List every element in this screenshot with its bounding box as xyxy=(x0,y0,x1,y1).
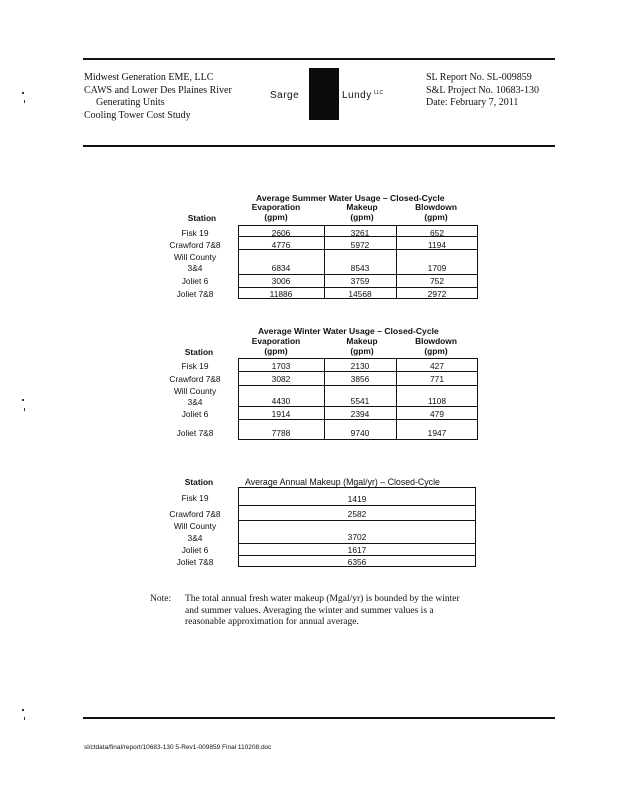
grid-line xyxy=(238,505,476,506)
table-cell: 1914 xyxy=(271,409,291,419)
table-cell: 2606 xyxy=(271,228,291,238)
table-cell: 1419 xyxy=(347,494,367,504)
table-cell: 1709 xyxy=(427,263,447,273)
table-cell: 1703 xyxy=(271,361,291,371)
table-cell: 771 xyxy=(430,374,444,384)
project-name: CAWS and Lower Des Plaines River xyxy=(84,84,232,96)
note-line: The total annual fresh water makeup (Mgal/yr) is bounded by the winter xyxy=(185,594,460,604)
grid-line xyxy=(238,274,478,275)
table-title: Average Summer Water Usage – Closed-Cycle xyxy=(256,193,445,203)
station-label: Joliet 6 xyxy=(181,409,209,419)
station-label: Fisk 19 xyxy=(181,228,209,238)
station-header: Station xyxy=(187,213,217,223)
table-cell: 3856 xyxy=(350,374,370,384)
header-bottom-rule xyxy=(83,145,555,147)
margin-mark xyxy=(22,399,24,401)
table-cell: 652 xyxy=(430,228,444,238)
header-right xyxy=(426,72,539,110)
footer-file-path: sl/ctdata/final/report/10683-130 5-Rev1-009859 Final 110208.doc xyxy=(84,744,272,751)
logo-text-right: Lundy xyxy=(342,90,372,101)
grid-line xyxy=(238,406,478,407)
table-cell: 2130 xyxy=(350,361,370,371)
margin-mark xyxy=(24,408,25,411)
table-cell: 3759 xyxy=(350,276,370,286)
station-label: Fisk 19 xyxy=(181,361,209,371)
table-cell: 3006 xyxy=(271,276,291,286)
table-cell: 11886 xyxy=(269,289,293,299)
station-label: 3&4 xyxy=(187,263,203,273)
table-cell: 9740 xyxy=(350,428,370,438)
station-label: Crawford 7&8 xyxy=(169,240,221,250)
table-cell: 5972 xyxy=(350,240,370,250)
header-left xyxy=(84,72,232,122)
margin-mark xyxy=(24,100,25,103)
station-label: Joliet 7&8 xyxy=(176,289,214,299)
project-number: S&L Project No. 10683-130 xyxy=(426,84,539,96)
grid-line xyxy=(238,555,476,556)
column-header: Blowdown (gpm) xyxy=(415,336,457,356)
note-label: Note: xyxy=(150,594,172,604)
company-name: Midwest Generation EME, LLC xyxy=(84,72,214,83)
station-label: 3&4 xyxy=(187,397,203,407)
station-label: Joliet 6 xyxy=(181,276,209,286)
table-cell: 3261 xyxy=(350,228,370,238)
column-header: Evaporation (gpm) xyxy=(251,202,301,222)
column-header: Blowdown (gpm) xyxy=(415,202,457,222)
table-cell: 1108 xyxy=(427,396,446,406)
table-cell: 3702 xyxy=(347,532,367,542)
grid-line xyxy=(238,287,478,288)
table-cell: 752 xyxy=(430,276,444,286)
table-cell: 4776 xyxy=(271,240,291,250)
table-cell: 7788 xyxy=(271,428,291,438)
table-cell: 1947 xyxy=(427,428,447,438)
column-header: Makeup (gpm) xyxy=(346,202,378,222)
note-text xyxy=(185,594,505,629)
station-label: Joliet 7&8 xyxy=(176,557,214,567)
station-header: Station xyxy=(184,477,214,487)
logo-block xyxy=(309,68,339,120)
table-cell: 4430 xyxy=(271,396,291,406)
table-cell: 2582 xyxy=(347,509,367,519)
table-title: Average Winter Water Usage – Closed-Cycle xyxy=(258,326,439,336)
company-logo xyxy=(270,68,394,120)
table-cell: 2972 xyxy=(427,289,447,299)
station-label: Crawford 7&8 xyxy=(169,509,221,519)
table-cell: 1617 xyxy=(347,545,367,555)
footer-rule xyxy=(83,717,555,719)
table-cell: 479 xyxy=(430,409,444,419)
study-title: Cooling Tower Cost Study xyxy=(84,109,191,121)
grid-line xyxy=(238,371,478,372)
logo-mark: LLC xyxy=(374,90,384,96)
project-name-cont: Generating Units xyxy=(96,97,165,108)
grid-line xyxy=(238,520,476,521)
margin-mark xyxy=(22,709,24,711)
table-cell: 14568 xyxy=(348,289,372,299)
table-cell: 6834 xyxy=(271,263,291,273)
table-title: Average Annual Makeup (Mgal/yr) – Closed-Cycle xyxy=(245,477,440,487)
note-line: reasonable approximation for annual average. xyxy=(185,617,359,627)
grid-line xyxy=(238,385,478,386)
note-line: and summer values. Averaging the winter and summer values is a xyxy=(185,605,434,616)
table-cell: 427 xyxy=(430,361,444,371)
station-label: Joliet 7&8 xyxy=(176,428,214,438)
table-cell: 2394 xyxy=(350,409,370,419)
station-label: Fisk 19 xyxy=(181,493,209,503)
report-number: SL Report No. SL-009859 xyxy=(426,72,532,83)
margin-mark xyxy=(24,717,25,720)
table-cell: 5541 xyxy=(350,396,370,406)
header-top-rule xyxy=(83,58,555,60)
table-cell: 3082 xyxy=(271,374,291,384)
grid-line xyxy=(238,419,478,420)
grid-line xyxy=(238,543,476,544)
margin-mark xyxy=(22,92,24,94)
table-cell: 8543 xyxy=(350,263,370,273)
report-date: Date: February 7, 2011 xyxy=(426,97,519,108)
station-label: 3&4 xyxy=(187,533,203,543)
station-header: Station xyxy=(184,347,214,357)
station-label: Joliet 6 xyxy=(181,545,209,555)
column-header: Makeup (gpm) xyxy=(346,336,378,356)
logo-text-left: Sarge xyxy=(270,90,300,101)
station-label: Crawford 7&8 xyxy=(169,374,221,384)
table-cell: 1194 xyxy=(427,240,446,250)
station-label: Will County xyxy=(173,386,217,396)
column-header: Evaporation (gpm) xyxy=(251,336,301,356)
table-cell: 6356 xyxy=(347,557,367,567)
station-label: Will County xyxy=(173,252,217,262)
station-label: Will County xyxy=(173,521,217,531)
